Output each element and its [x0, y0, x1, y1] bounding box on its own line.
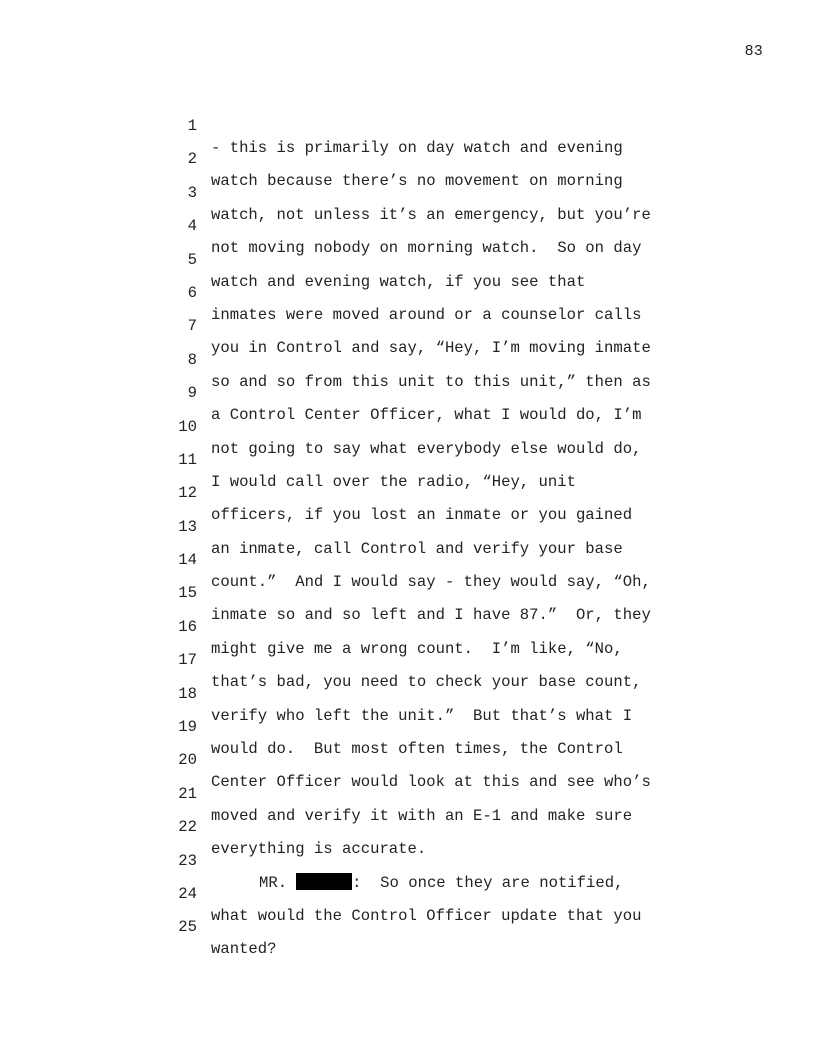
transcript-line: [160, 394, 720, 458]
line-text: an inmate, call Control and verify your base: [211, 539, 623, 558]
transcript-line: [160, 560, 720, 625]
line-number: 25: [178, 918, 197, 937]
line-number: 13: [178, 517, 197, 536]
line-number: 14: [178, 551, 197, 570]
line-text: everything is accurate.: [211, 840, 427, 859]
line-number: 21: [178, 784, 197, 803]
transcript-line: [160, 293, 720, 358]
line-text: watch and evening watch, if you see that: [211, 272, 586, 291]
line-number: 9: [187, 384, 197, 403]
line-text: you in Control and say, “Hey, I’m moving inmate: [211, 339, 651, 358]
line-number: 18: [178, 684, 197, 703]
transcript-line: [160, 694, 720, 759]
line-text: inmate so and so left and I have 87.” Or, they: [211, 606, 651, 625]
line-text: Center Officer would look at this and see who’s: [211, 773, 651, 792]
line-text: what would the Control Officer update that you: [211, 906, 642, 925]
transcript-line: [160, 594, 720, 658]
line-number: 12: [178, 484, 197, 503]
line-number: 10: [178, 417, 197, 436]
transcript-line: [160, 93, 720, 157]
line-text: a Control Center Officer, what I would do, I’m: [211, 406, 642, 425]
transcript-line-speaker: [160, 828, 720, 892]
line-text: count.” And I would say - they would say, “Oh,: [211, 573, 651, 592]
transcript-line: [160, 727, 720, 792]
line-text: not going to say what everybody else would do,: [211, 439, 642, 458]
transcript-body: [160, 93, 720, 959]
line-text: I would call over the radio, “Hey, unit: [211, 472, 576, 491]
transcript-line: [160, 494, 720, 558]
transcript-line: [160, 260, 720, 324]
transcript-line: [160, 427, 720, 491]
transcript-line: [160, 627, 720, 692]
transcript-line: [160, 761, 720, 825]
line-text: watch because there’s no movement on morning: [211, 172, 623, 191]
line-number: 8: [187, 350, 197, 369]
line-text: so and so from this unit to this unit,” then as: [211, 372, 651, 391]
line-number: 23: [178, 851, 197, 870]
speaker-title: MR.: [259, 873, 288, 892]
transcript-line: [160, 460, 720, 525]
line-number: 1: [187, 117, 197, 135]
line-number: 15: [178, 584, 197, 603]
line-number: 22: [178, 818, 197, 837]
transcript-line: [160, 894, 720, 959]
page-number: 83: [744, 43, 763, 60]
line-text: officers, if you lost an inmate or you gained: [211, 506, 633, 525]
line-text: verify who left the unit.” But that’s what I: [211, 706, 633, 725]
line-text: watch, not unless it’s an emergency, but you’re: [211, 205, 651, 224]
line-number: 3: [187, 183, 197, 202]
transcript-line: [160, 160, 720, 224]
line-number: 5: [187, 250, 197, 269]
transcript-line: [160, 327, 720, 391]
line-text: moved and verify it with an E-1 and make sure: [211, 806, 633, 825]
speaker-text: : So once they are notified,: [352, 873, 624, 892]
line-text: - this is primarily on day watch and evening: [211, 139, 623, 157]
line-number: 19: [178, 718, 197, 737]
transcript-line: [160, 527, 720, 592]
line-number: 7: [187, 317, 197, 336]
line-number: 16: [178, 617, 197, 636]
transcript-line: [160, 661, 720, 725]
line-number: 17: [178, 651, 197, 670]
transcript-line: [160, 193, 720, 258]
line-number: 24: [178, 884, 197, 903]
line-number: 4: [187, 217, 197, 236]
line-number: 2: [187, 150, 197, 169]
line-text: might give me a wrong count. I’m like, “No,: [211, 639, 623, 658]
line-text: not moving nobody on morning watch. So on day: [211, 239, 642, 258]
line-number: 6: [187, 283, 197, 302]
transcript-line: [160, 227, 720, 291]
transcript-line: [160, 794, 720, 859]
line-text: that’s bad, you need to check your base count,: [211, 673, 642, 692]
line-text: inmates were moved around or a counselor calls: [211, 305, 642, 324]
transcript-line: [160, 126, 720, 191]
transcript-line: [160, 360, 720, 425]
line-number: 20: [178, 751, 197, 770]
transcript-line: [160, 861, 720, 925]
line-text: would do. But most often times, the Control: [211, 740, 623, 759]
line-text: wanted?: [211, 940, 277, 959]
line-number: 11: [178, 450, 197, 469]
